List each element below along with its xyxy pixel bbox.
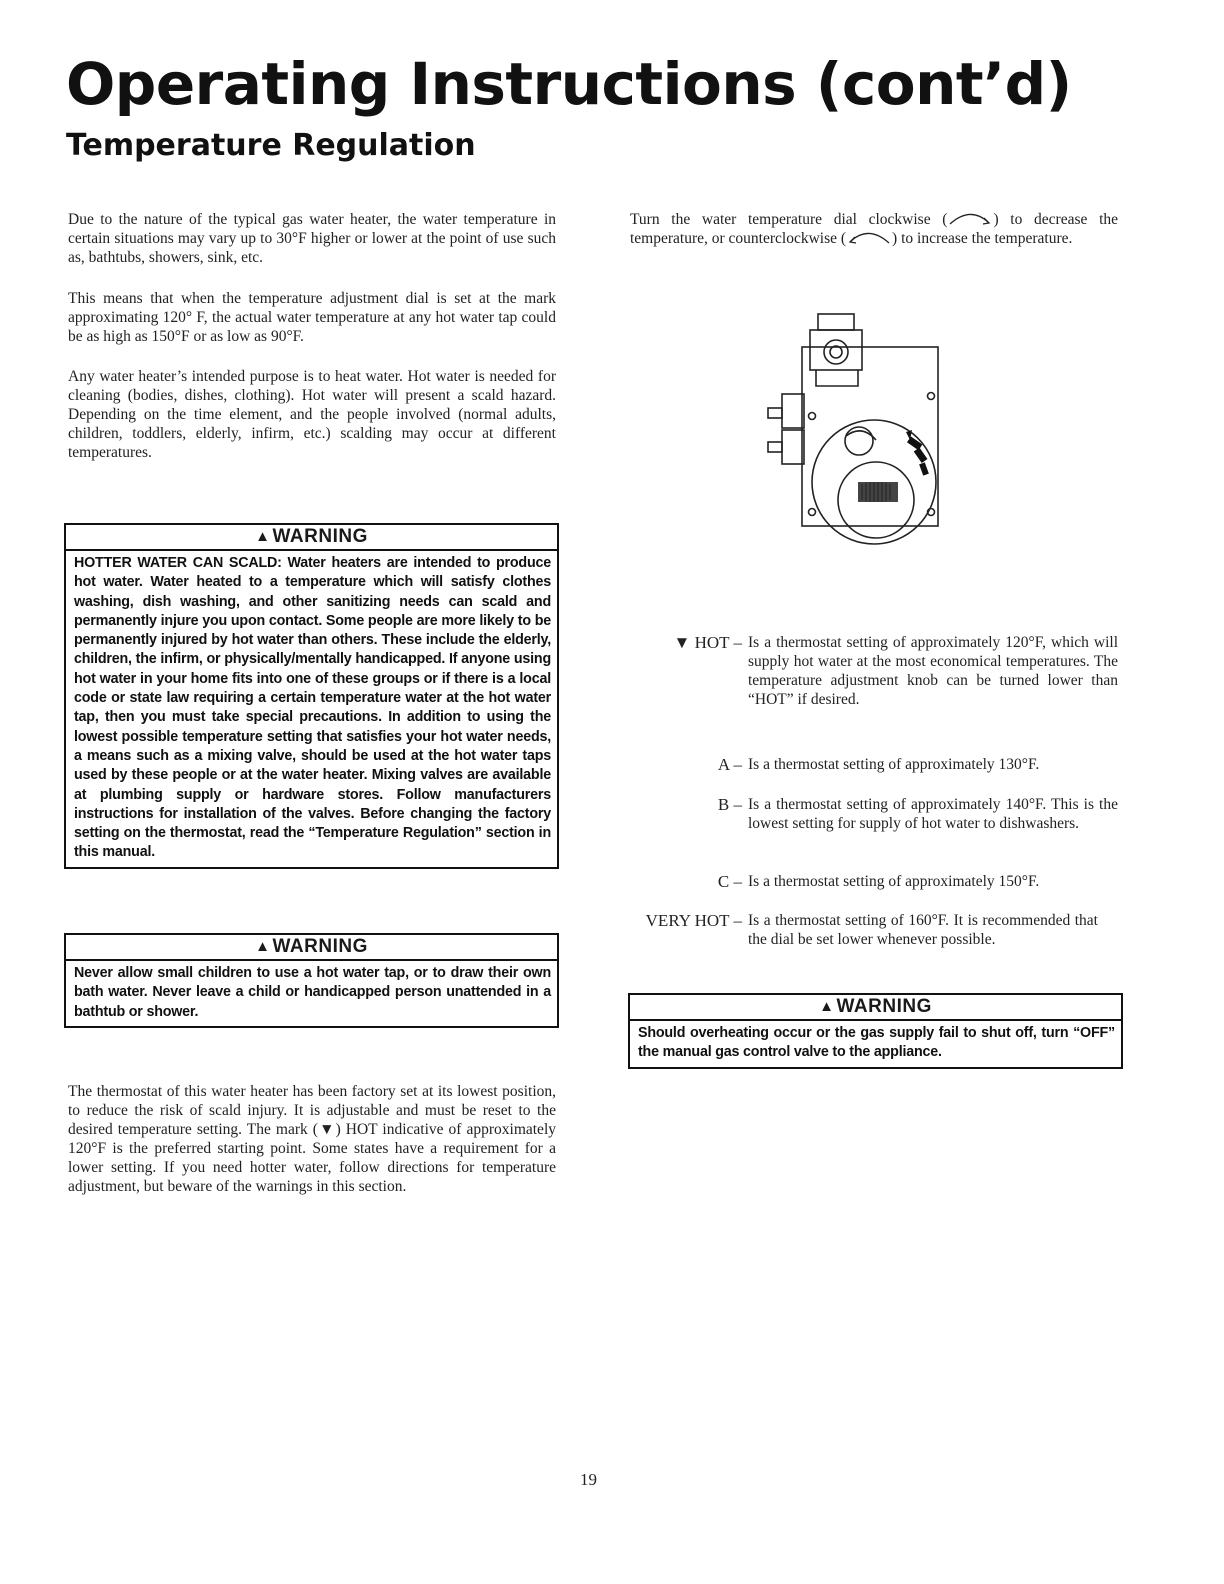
page-title: Operating Instructions (cont’d) [66,50,1072,118]
warning-header [630,995,1121,1021]
setting-b [717,795,1118,833]
warning-heading: WARNING [272,526,368,547]
warning-text: Should overheating occur or the gas supply fail to shut off, turn “OFF” the manual gas control valve to the appliance. [638,1025,1115,1061]
section-title: Temperature Regulation [66,128,476,163]
hotter-water-warning [64,523,559,869]
counterclockwise-arrow-icon [846,229,892,245]
setting-description: Is a thermostat setting of approximately 120°F, which will supply hot water at the most economical temperatures. The temperature adjustment knob can be turned lower than “HOT” if desired. [748,634,1118,708]
setting-description: Is a thermostat setting of approximately 150°F. [748,873,1040,890]
warning-heading: WARNING [836,996,932,1017]
setting-label: C – [717,872,742,891]
setting-c [717,872,1118,891]
setting-description: Is a thermostat setting of 160°F. It is recommended that the dial be set lower whenever possible. [748,912,1098,948]
page-number: 19 [580,1470,597,1489]
turn-text-b: ) to decrease the temperature, or counterclockwise ( [630,211,1119,247]
setting-description: Is a thermostat setting of approximately 130°F. [748,756,1040,773]
warning-triangle-icon: ▲ [819,998,835,1015]
setting-label: ▼ HOT – [673,633,742,652]
setting-very-hot [645,911,1098,949]
dial-paragraph: This means that when the temperature adjustment dial is set at the mark approximating 120° F, the actual water temperature at any hot water tap could be as high as 150°F or as low as 90°F. [68,290,556,345]
setting-label: VERY HOT – [645,911,742,930]
clockwise-arrow-icon [947,210,993,226]
setting-hot [673,633,1118,709]
children-warning [64,933,559,1028]
warning-header [66,935,557,961]
warning-text: Never allow small children to use a hot water tap, or to draw their own bath water. Never leave a child or handicapped person unattended in a bathtub or shower. [74,965,551,1020]
setting-description: Is a thermostat setting of approximately 140°F. This is the lowest setting for supply of hot water to dishwashers. [748,796,1118,832]
setting-label: A – [717,755,742,774]
turn-text-a: Turn the water temperature dial clockwise ( [630,211,948,228]
overheating-warning [628,993,1123,1069]
setting-a [717,755,1118,774]
purpose-paragraph: Any water heater’s intended purpose is to heat water. Hot water is needed for cleaning (bodies, dishes, clothing). Hot water will present a scald hazard. Depending on the time element, and the people involved (normal adults, children, toddlers, elderly, infirm, etc.) scalding may occur at different temperatures. [68,368,556,461]
setting-label: B – [717,795,742,814]
warning-heading: WARNING [272,936,368,957]
warning-text: HOTTER WATER CAN SCALD: Water heaters are intended to produce hot water. Water heated to a temperature which will satisfy clothes washing, dish washing, and other sanitizing needs can scald and permanently injure you upon contact. Some people are more likely to be permanently injured by hot water than others. These include the elderly, children, the infirm, or physically/mentally handicapped. If anyone using hot water in your home fits into one of these groups or if there is a local code or state law requiring a certain temperature water at the hot water tap, then you must take special precautions. In addition to using the lowest possible temperature setting that satisfies your hot water needs, a means such as a mixing valve, should be used at the hot water taps used by these people or at the water heater. Mixing valves are available at plumbing supply or hardware stores. Follow manufacturers instructions for installation of the valves. Before changing the factory setting on the thermostat, read the “Temperature Regulation” section in this manual. [74,555,551,861]
warning-header [66,525,557,551]
thermostat-dial-illustration [758,312,958,560]
intro-paragraph: Due to the nature of the typical gas water heater, the water temperature in certain situations may vary up to 30°F higher or lower at the point of use such as, bathtubs, showers, sink, etc. [68,211,556,266]
warning-triangle-icon: ▲ [255,528,271,545]
factory-setting-paragraph: The thermostat of this water heater has been factory set at its lowest position, to reduce the risk of scald injury. It is adjustable and must be reset to the desired temperature setting. The mark (▼) HOT indicative of approximately 120°F is the preferred starting point. Some states have a requirement for a lower setting. If you need hotter water, follow directions for temperature adjustment, but beware of the warnings in this section. [68,1083,556,1195]
turn-text-c: ) to increase the temperature. [892,230,1073,247]
warning-triangle-icon: ▲ [255,938,271,955]
turn-dial-paragraph [630,210,1118,248]
